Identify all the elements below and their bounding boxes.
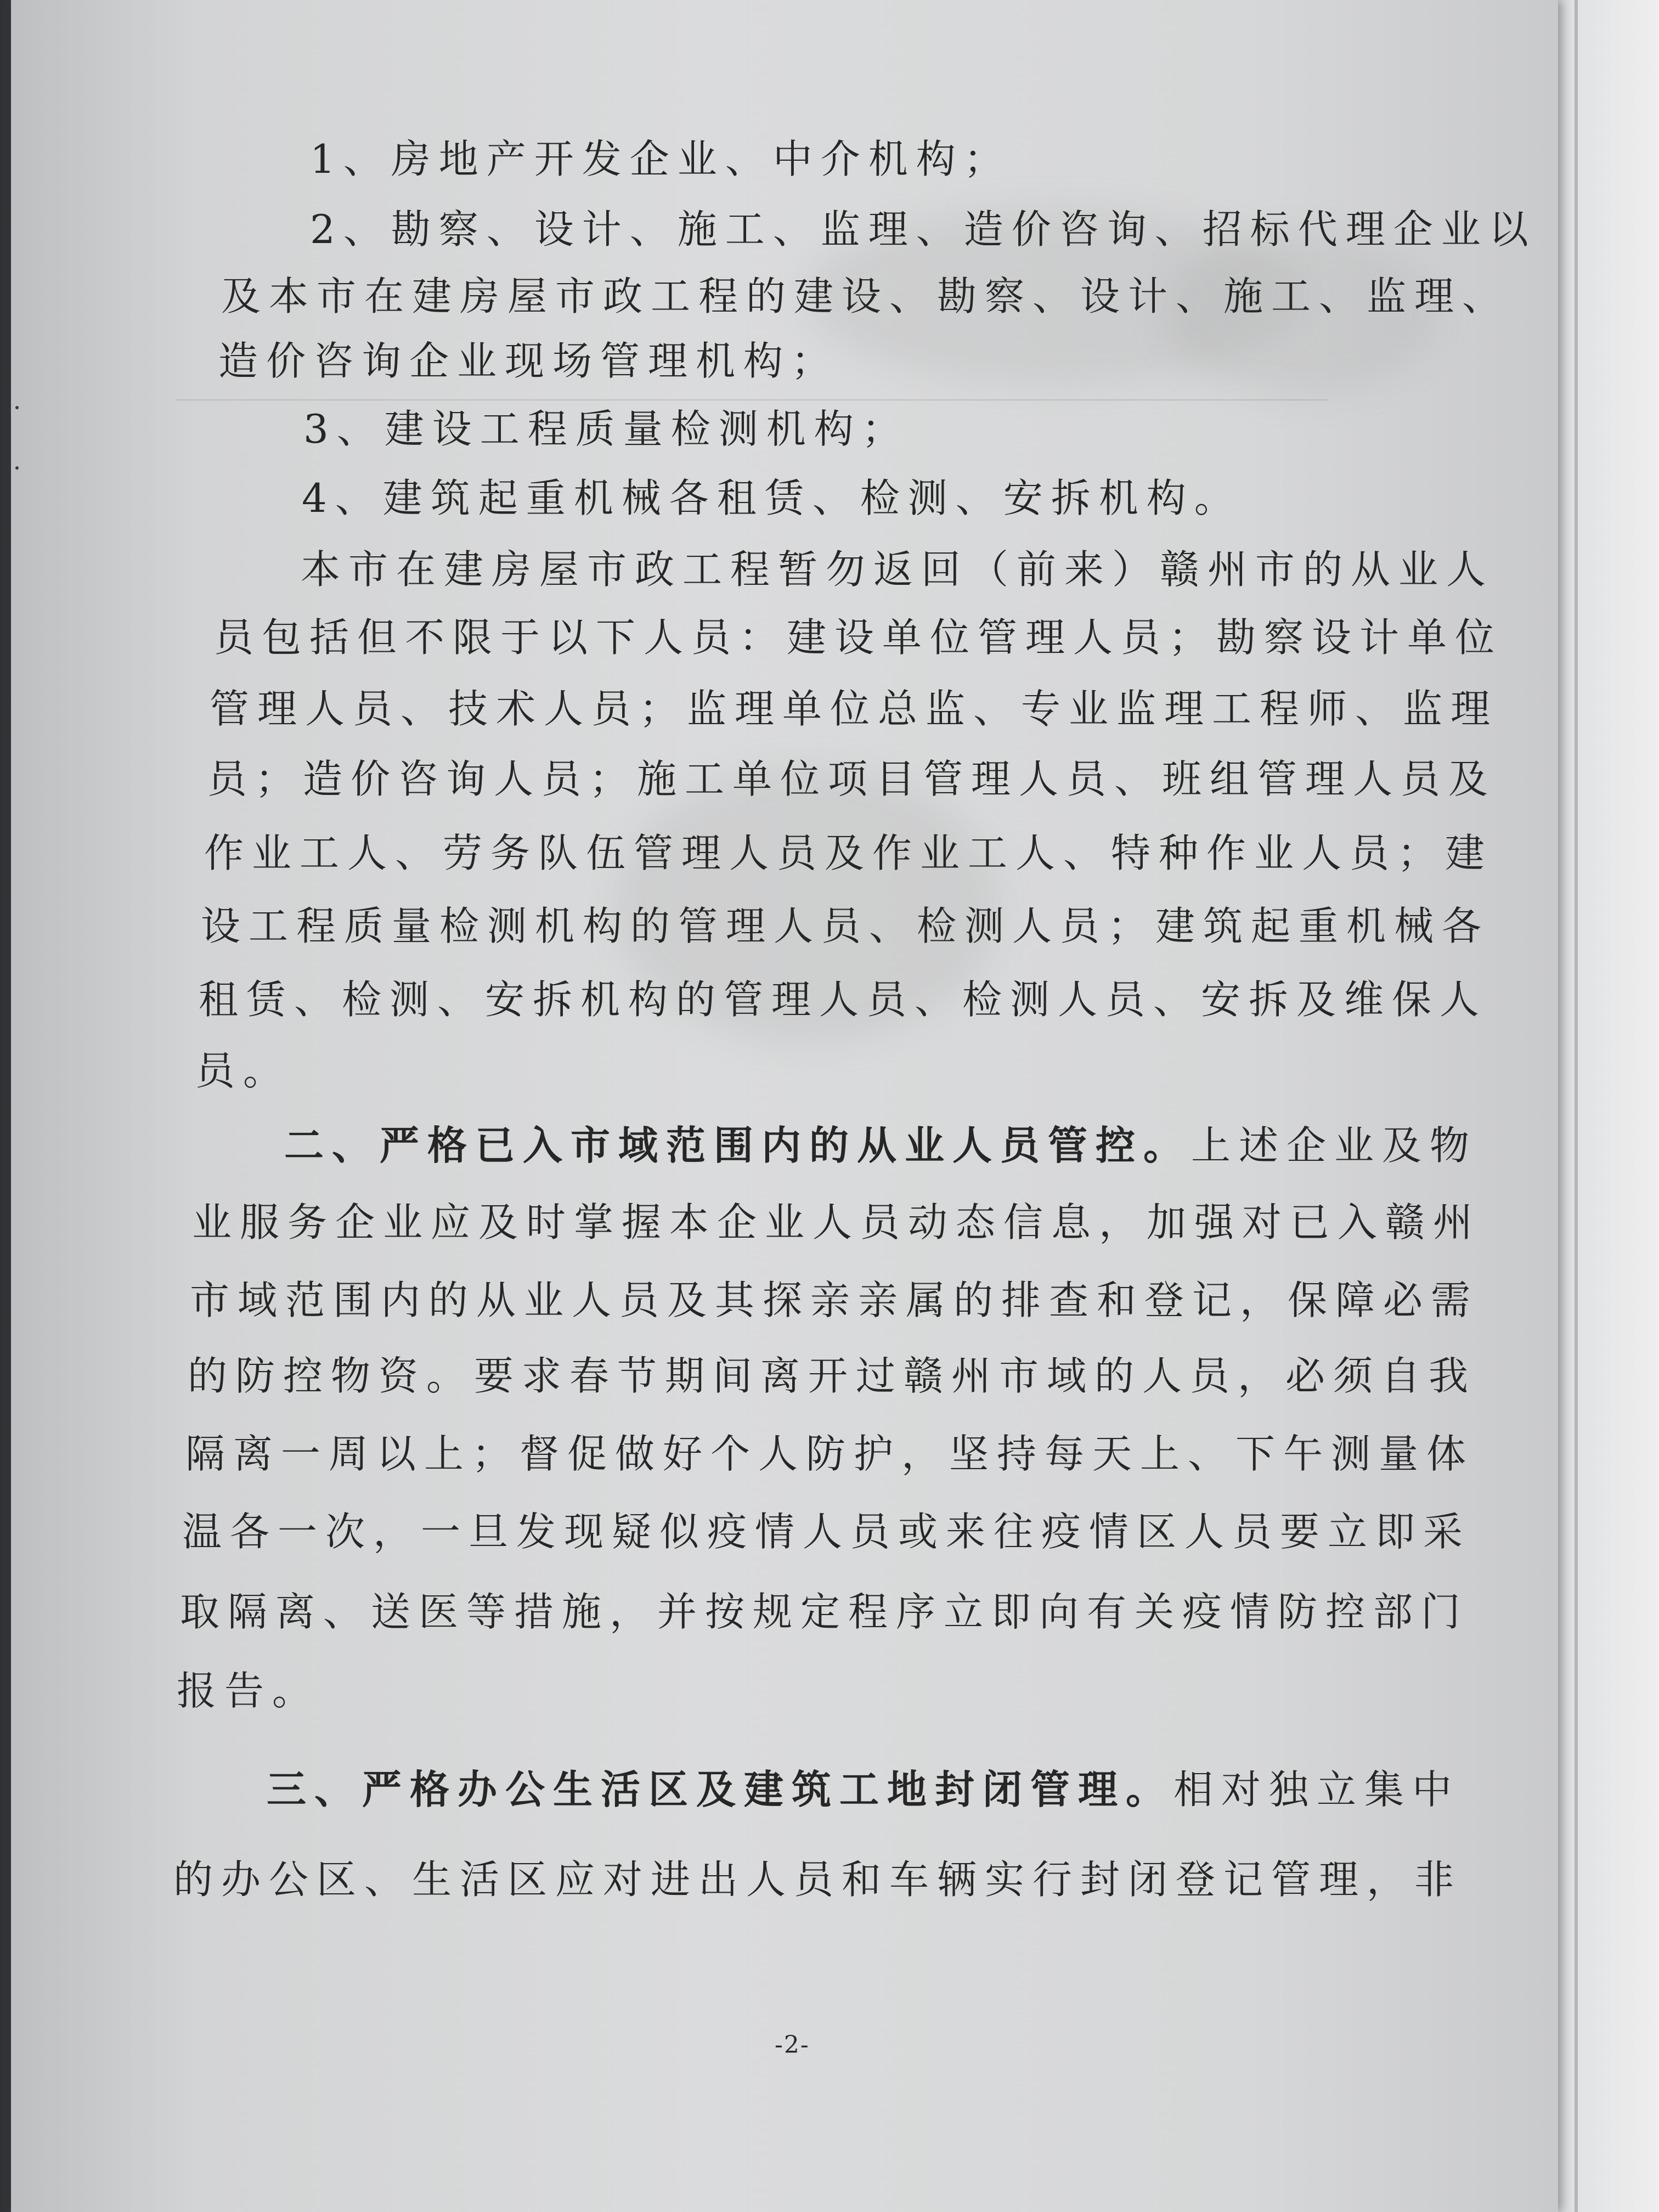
underlying-sheet-edge bbox=[1575, 0, 1578, 2212]
text-line: 造价咨询企业现场管理机构； bbox=[218, 338, 839, 384]
text-line: 的防控物资。要求春节期间离开过赣州市域的人员，必须自我 bbox=[188, 1353, 1477, 1399]
text-line: 2、勘察、设计、施工、监理、造价咨询、招标代理企业以 bbox=[310, 206, 1537, 252]
text-line: 3、建设工程质量检测机构； bbox=[303, 406, 910, 452]
document-page bbox=[11, 0, 1558, 2212]
text-line: 1、房地产开发企业、中介机构； bbox=[310, 136, 1012, 182]
binding-hole bbox=[15, 466, 19, 470]
text-run: 相对独立集中 bbox=[1173, 1767, 1460, 1813]
text-line: 取隔离、送医等措施，并按规定程序立即向有关疫情防控部门 bbox=[180, 1589, 1469, 1635]
text-line: 市域范围内的从业人员及其探亲亲属的排查和登记，保障必需 bbox=[190, 1277, 1479, 1323]
section-2-first-line bbox=[284, 1124, 1477, 1167]
text-line: 及本市在建房屋市政工程的建设、勘察、设计、施工、监理、 bbox=[221, 273, 1510, 319]
binding-hole bbox=[15, 406, 19, 409]
paper-crease bbox=[176, 399, 1328, 400]
section-2-heading: 二、严格已入市域范围内的从业人员管控。 bbox=[284, 1122, 1192, 1169]
text-run: 上述企业及物 bbox=[1191, 1122, 1478, 1169]
text-line: 隔离一周以上；督促做好个人防护，坚持每天上、下午测量体 bbox=[185, 1431, 1475, 1477]
text-line: 租赁、检测、安拆机构的管理人员、检测人员、安拆及维保人 bbox=[199, 977, 1488, 1023]
text-line: 的办公区、生活区应对进出人员和车辆实行封闭登记管理，非 bbox=[173, 1857, 1463, 1903]
text-line: 本市在建房屋市政工程暂勿返回（前来）赣州市的从业人 bbox=[301, 546, 1494, 592]
text-line: 设工程质量检测机构的管理人员、检测人员；建筑起重机械各 bbox=[201, 903, 1490, 949]
section-3-heading: 三、严格办公生活区及建筑工地封闭管理。 bbox=[267, 1766, 1174, 1813]
text-line: 员。 bbox=[195, 1048, 291, 1094]
text-line: 业服务企业应及时掌握本企业人员动态信息，加强对已入赣州 bbox=[192, 1199, 1481, 1245]
text-line: 管理人员、技术人员；监理单位总监、专业监理工程师、监理 bbox=[210, 686, 1499, 732]
text-line: 员；造价咨询人员；施工单位项目管理人员、班组管理人员及 bbox=[207, 756, 1497, 802]
section-3-first-line bbox=[267, 1768, 1460, 1812]
text-line: 作业工人、劳务队伍管理人员及作业工人、特种作业人员；建 bbox=[204, 830, 1493, 876]
text-line: 报告。 bbox=[177, 1668, 320, 1714]
text-line: 4、建筑起重机械各租赁、检测、安拆机构。 bbox=[302, 475, 1242, 521]
text-line: 温各一次，一旦发现疑似疫情人员或来往疫情区人员要立即采 bbox=[182, 1509, 1471, 1555]
page-number: -2- bbox=[775, 2031, 810, 2059]
text-line: 员包括但不限于以下人员：建设单位管理人员；勘察设计单位 bbox=[214, 614, 1503, 661]
